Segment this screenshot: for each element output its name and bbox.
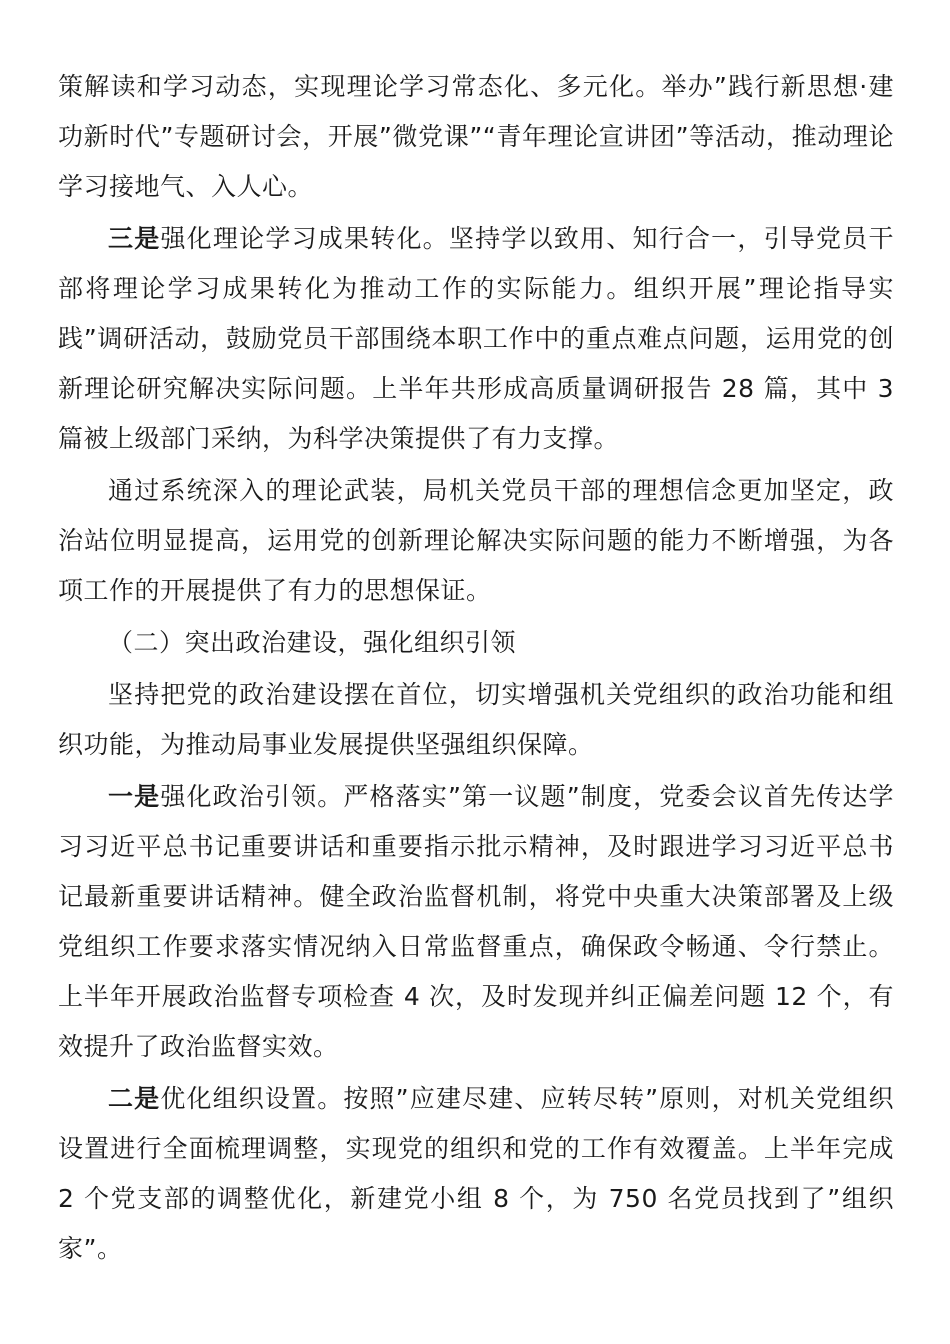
paragraph-third-point xyxy=(58,214,894,464)
paragraph-continued xyxy=(58,62,894,212)
paragraph-text: 优化组织设置。按照”应建尽建、应转尽转”原则，对机关党组织设置进行全面梳理调整，实现党的组织和党的工作有效覆盖。上半年完成 2 个党支部的调整优化，新建党小组 8 个，为 750 名党员找到了”组织家”。 xyxy=(58,1084,894,1263)
paragraph-summary xyxy=(58,466,894,616)
paragraph-text: 强化理论学习成果转化。坚持学以致用、知行合一，引导党员干部将理论学习成果转化为推动工作的实际能力。组织开展”理论指导实践”调研活动，鼓励党员干部围绕本职工作中的重点难点问题，运用党的创新理论研究解决实际问题。上半年共形成高质量调研报告 28 篇，其中 3 篇被上级部门采纳，为科学决策提供了有力支撑。 xyxy=(58,224,894,453)
paragraph-lead: 三是 xyxy=(108,224,161,253)
paragraph-lead: 一是 xyxy=(108,782,161,811)
paragraph-text: 策解读和学习动态，实现理论学习常态化、多元化。举办”践行新思想·建功新时代”专题研讨会，开展”微党课”“青年理论宣讲团”等活动，推动理论学习接地气、入人心。 xyxy=(58,72,894,201)
paragraph-lead: 二是 xyxy=(108,1084,161,1113)
paragraph-first-point xyxy=(58,772,894,1072)
paragraph-text: 通过系统深入的理论武装，局机关党员干部的理想信念更加坚定，政治站位明显提高，运用党的创新理论解决实际问题的能力不断增强，为各项工作的开展提供了有力的思想保证。 xyxy=(58,476,894,605)
paragraph-intro xyxy=(58,670,894,770)
paragraph-text: 坚持把党的政治建设摆在首位，切实增强机关党组织的政治功能和组织功能，为推动局事业发展提供坚强组织保障。 xyxy=(58,680,894,759)
section-heading: （二）突出政治建设，强化组织引领 xyxy=(108,628,517,657)
document-page xyxy=(58,62,894,1276)
paragraph-second-point xyxy=(58,1074,894,1274)
paragraph-text: 强化政治引领。严格落实”第一议题”制度，党委会议首先传达学习习近平总书记重要讲话和重要指示批示精神，及时跟进学习习近平总书记最新重要讲话精神。健全政治监督机制，将党中央重大决策部署及上级党组织工作要求落实情况纳入日常监督重点，确保政令畅通、令行禁止。上半年开展政治监督专项检查 4 次，及时发现并纠正偏差问题 12 个，有效提升了政治监督实效。 xyxy=(58,782,894,1061)
